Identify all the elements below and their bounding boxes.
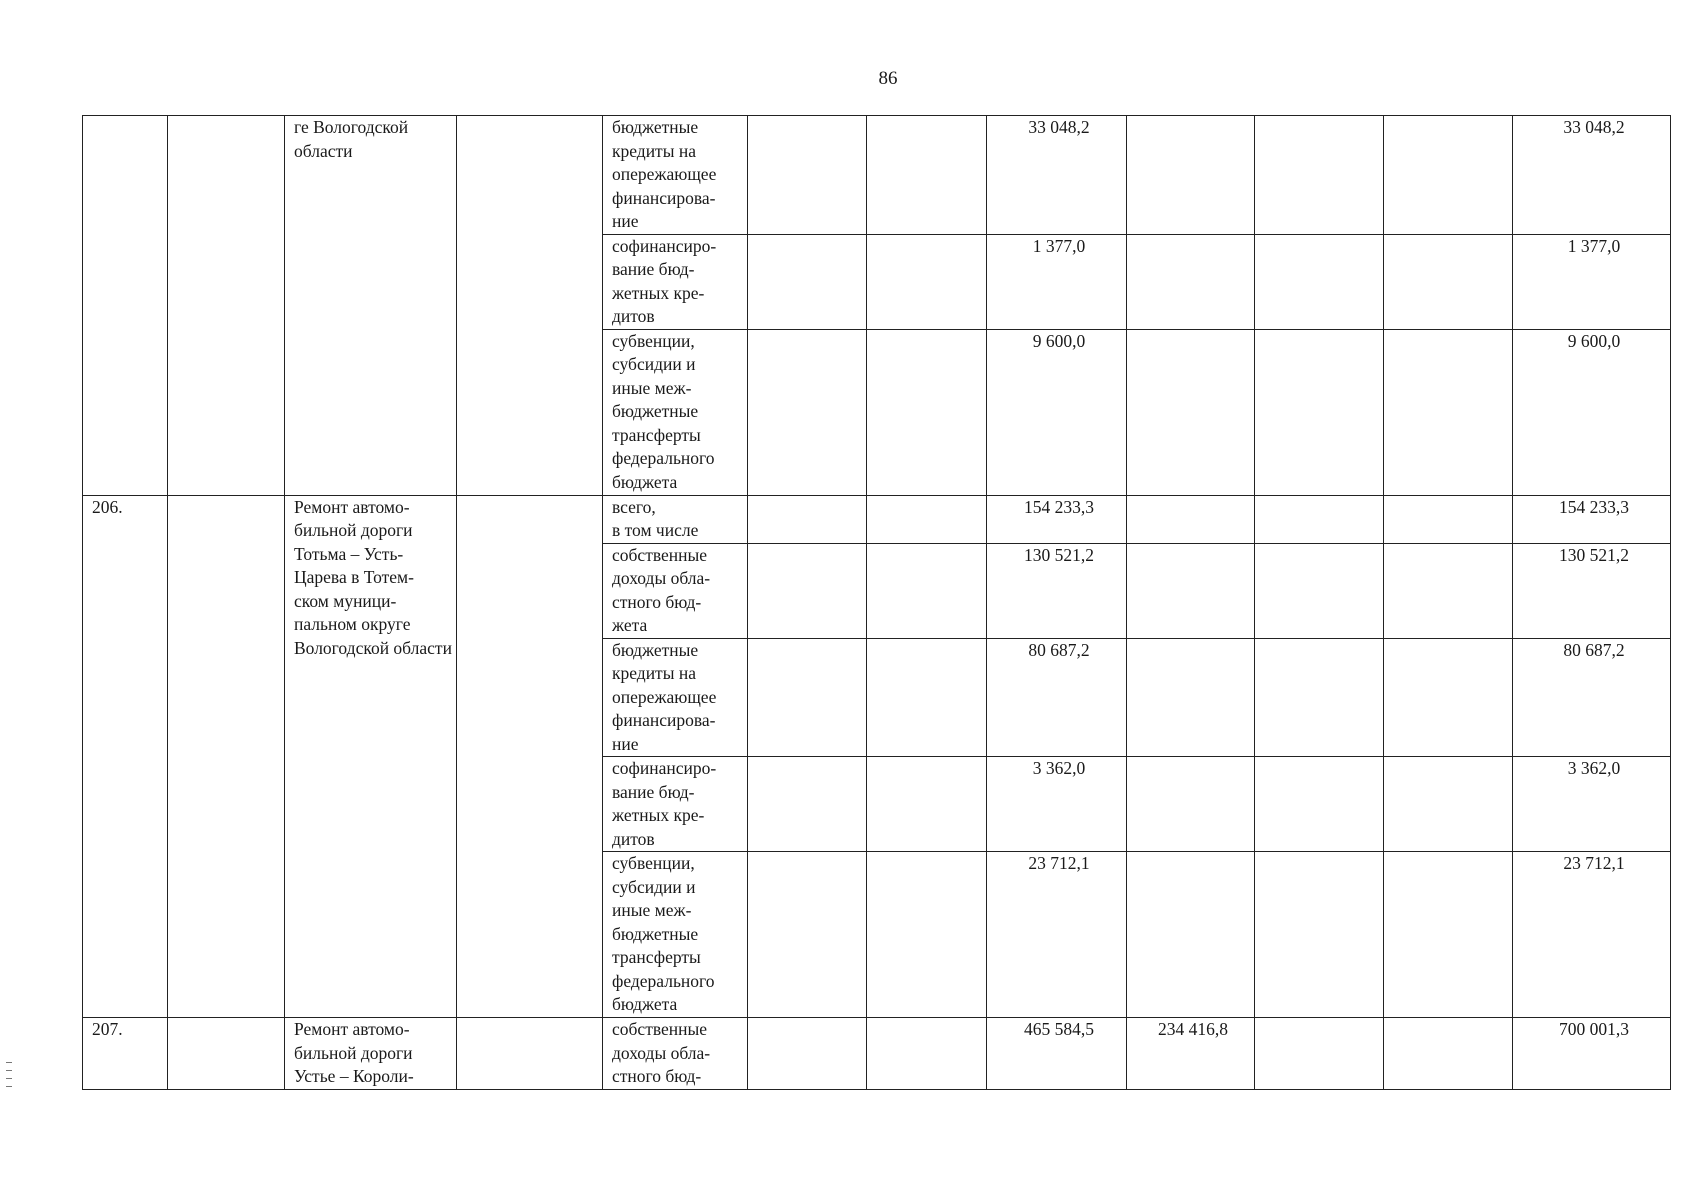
amount-total-cell: 154 233,3 (1513, 495, 1671, 543)
empty-cell (748, 1018, 867, 1090)
funding-source-line: дитов (612, 306, 655, 326)
funding-source-line: опережающее (612, 164, 717, 184)
funding-source-line: опережающее (612, 686, 717, 707)
amount-total-cell: 80 687,2 (1513, 638, 1671, 757)
empty-cell (867, 543, 987, 638)
amount-year2-cell (1127, 495, 1255, 543)
code-cell (168, 1018, 285, 1090)
amount-total-cell: 130 521,2 (1513, 543, 1671, 638)
amount-year2-cell (1127, 757, 1255, 852)
empty-cell (1384, 543, 1513, 638)
funding-source-line: субвенции, (612, 330, 695, 351)
empty-cell (748, 329, 867, 495)
funding-source-cell (603, 495, 748, 543)
empty-cell (1255, 852, 1384, 1018)
object-name-cell: ге Вологодской области (285, 116, 457, 496)
funding-source-line: всего, (612, 496, 656, 517)
amount-total-cell: 9 600,0 (1513, 329, 1671, 495)
funding-source-cell (603, 757, 748, 852)
funding-source-line: в том числе (612, 520, 699, 540)
empty-cell (867, 329, 987, 495)
funding-source-line: бюджетные (612, 639, 699, 660)
funding-source-line: кредиты на (612, 663, 696, 683)
amount-year1-cell: 23 712,1 (987, 852, 1127, 1018)
funding-source-cell (603, 852, 748, 1018)
empty-cell (1384, 329, 1513, 495)
funding-source-line: дитов (612, 828, 655, 849)
funding-source-cell (603, 116, 748, 235)
amount-year1-cell: 130 521,2 (987, 543, 1127, 638)
amount-year2-cell (1127, 543, 1255, 638)
funding-source-line: жетных кре- (612, 282, 705, 303)
amount-year1-cell: 3 362,0 (987, 757, 1127, 852)
empty-cell (748, 495, 867, 543)
period-cell (457, 495, 603, 1018)
budget-table (82, 115, 1671, 1090)
funding-source-line: вание бюд- (612, 781, 695, 802)
funding-source-line: софинансиро- (612, 758, 717, 778)
funding-source-cell (603, 234, 748, 329)
empty-cell (1255, 638, 1384, 757)
funding-source-line: собственные (612, 544, 708, 565)
empty-cell (1255, 116, 1384, 235)
funding-source-line: финансирова- (612, 187, 716, 208)
funding-source-line: бюджетные (612, 401, 699, 421)
empty-cell (748, 852, 867, 1018)
row-number-cell (83, 116, 168, 496)
page-number: 86 (878, 68, 898, 89)
empty-cell (867, 757, 987, 852)
funding-source-line: субсидии и (612, 354, 696, 374)
scan-mark (6, 1070, 12, 1071)
empty-cell (748, 757, 867, 852)
amount-total-cell: 23 712,1 (1513, 852, 1671, 1018)
empty-cell (1255, 234, 1384, 329)
funding-source-line: ние (612, 733, 639, 754)
funding-source-line: собственные (612, 1019, 708, 1039)
empty-cell (1384, 757, 1513, 852)
empty-cell (1255, 495, 1384, 543)
empty-cell (867, 116, 987, 235)
funding-source-line: иные меж- (612, 900, 692, 920)
funding-source-cell (603, 329, 748, 495)
funding-source-line: субвенции, (612, 853, 695, 873)
object-name-cell: Ремонт автомо- бильной дороги Тотьма – Усть- Царева в Тотем- ском муници- пальном округе Вологодской области (285, 495, 457, 1018)
amount-year2-cell (1127, 116, 1255, 235)
empty-cell (1255, 543, 1384, 638)
amount-year1-cell: 80 687,2 (987, 638, 1127, 757)
object-name-cell: Ремонт автомо- бильной дороги Устье – Короли- (285, 1018, 457, 1090)
amount-total-cell: 700 001,3 (1513, 1018, 1671, 1090)
table-row (83, 116, 1671, 235)
table-row (83, 1018, 1671, 1090)
period-cell (457, 116, 603, 496)
empty-cell (867, 495, 987, 543)
funding-source-line: иные меж- (612, 377, 692, 398)
funding-source-line: федерального (612, 448, 715, 468)
empty-cell (1384, 116, 1513, 235)
funding-source-line: бюджетные (612, 117, 699, 137)
scan-mark (6, 1086, 12, 1087)
amount-year2-cell: 234 416,8 (1127, 1018, 1255, 1090)
row-number-cell: 206. (83, 495, 168, 1018)
funding-source-cell (603, 543, 748, 638)
amount-year2-cell (1127, 329, 1255, 495)
empty-cell (1384, 1018, 1513, 1090)
empty-cell (748, 638, 867, 757)
empty-cell (1384, 234, 1513, 329)
amount-year1-cell: 154 233,3 (987, 495, 1127, 543)
funding-source-line: софинансиро- (612, 235, 717, 256)
funding-source-line: бюджета (612, 471, 678, 492)
amount-year1-cell: 465 584,5 (987, 1018, 1127, 1090)
period-cell (457, 1018, 603, 1090)
funding-source-line: жета (612, 615, 648, 635)
empty-cell (1255, 757, 1384, 852)
scan-mark (6, 1078, 12, 1079)
funding-source-line: субсидии и (612, 876, 696, 897)
empty-cell (748, 116, 867, 235)
empty-cell (867, 638, 987, 757)
funding-source-line: бюджетные (612, 923, 699, 944)
empty-cell (1384, 852, 1513, 1018)
funding-source-line: финансирова- (612, 710, 716, 730)
code-cell (168, 116, 285, 496)
funding-source-line: федерального (612, 970, 715, 991)
amount-year1-cell: 33 048,2 (987, 116, 1127, 235)
amount-total-cell: 1 377,0 (1513, 234, 1671, 329)
funding-source-line: вание бюд- (612, 259, 695, 279)
empty-cell (748, 543, 867, 638)
funding-source-line: доходы обла- (612, 568, 711, 588)
amount-year2-cell (1127, 638, 1255, 757)
funding-source-line: ние (612, 211, 639, 231)
empty-cell (867, 852, 987, 1018)
amount-year1-cell: 9 600,0 (987, 329, 1127, 495)
empty-cell (1255, 329, 1384, 495)
empty-cell (867, 1018, 987, 1090)
table-body (83, 116, 1671, 1090)
empty-cell (1384, 638, 1513, 757)
funding-source-line: стного бюд- (612, 1066, 702, 1086)
amount-year1-cell: 1 377,0 (987, 234, 1127, 329)
amount-total-cell: 3 362,0 (1513, 757, 1671, 852)
amount-year2-cell (1127, 852, 1255, 1018)
funding-source-line: стного бюд- (612, 591, 702, 612)
funding-source-line: жетных кре- (612, 805, 705, 825)
funding-source-line: доходы обла- (612, 1042, 711, 1063)
empty-cell (748, 234, 867, 329)
funding-source-cell (603, 638, 748, 757)
code-cell (168, 495, 285, 1018)
empty-cell (1255, 1018, 1384, 1090)
funding-source-line: бюджета (612, 994, 678, 1014)
amount-total-cell: 33 048,2 (1513, 116, 1671, 235)
empty-cell (867, 234, 987, 329)
funding-source-line: кредиты на (612, 140, 696, 161)
empty-cell (1384, 495, 1513, 543)
row-number-cell: 207. (83, 1018, 168, 1090)
funding-source-line: трансферты (612, 947, 701, 967)
amount-year2-cell (1127, 234, 1255, 329)
funding-source-line: трансферты (612, 424, 701, 445)
table-row (83, 495, 1671, 543)
scan-mark (6, 1062, 12, 1063)
funding-source-cell (603, 1018, 748, 1090)
